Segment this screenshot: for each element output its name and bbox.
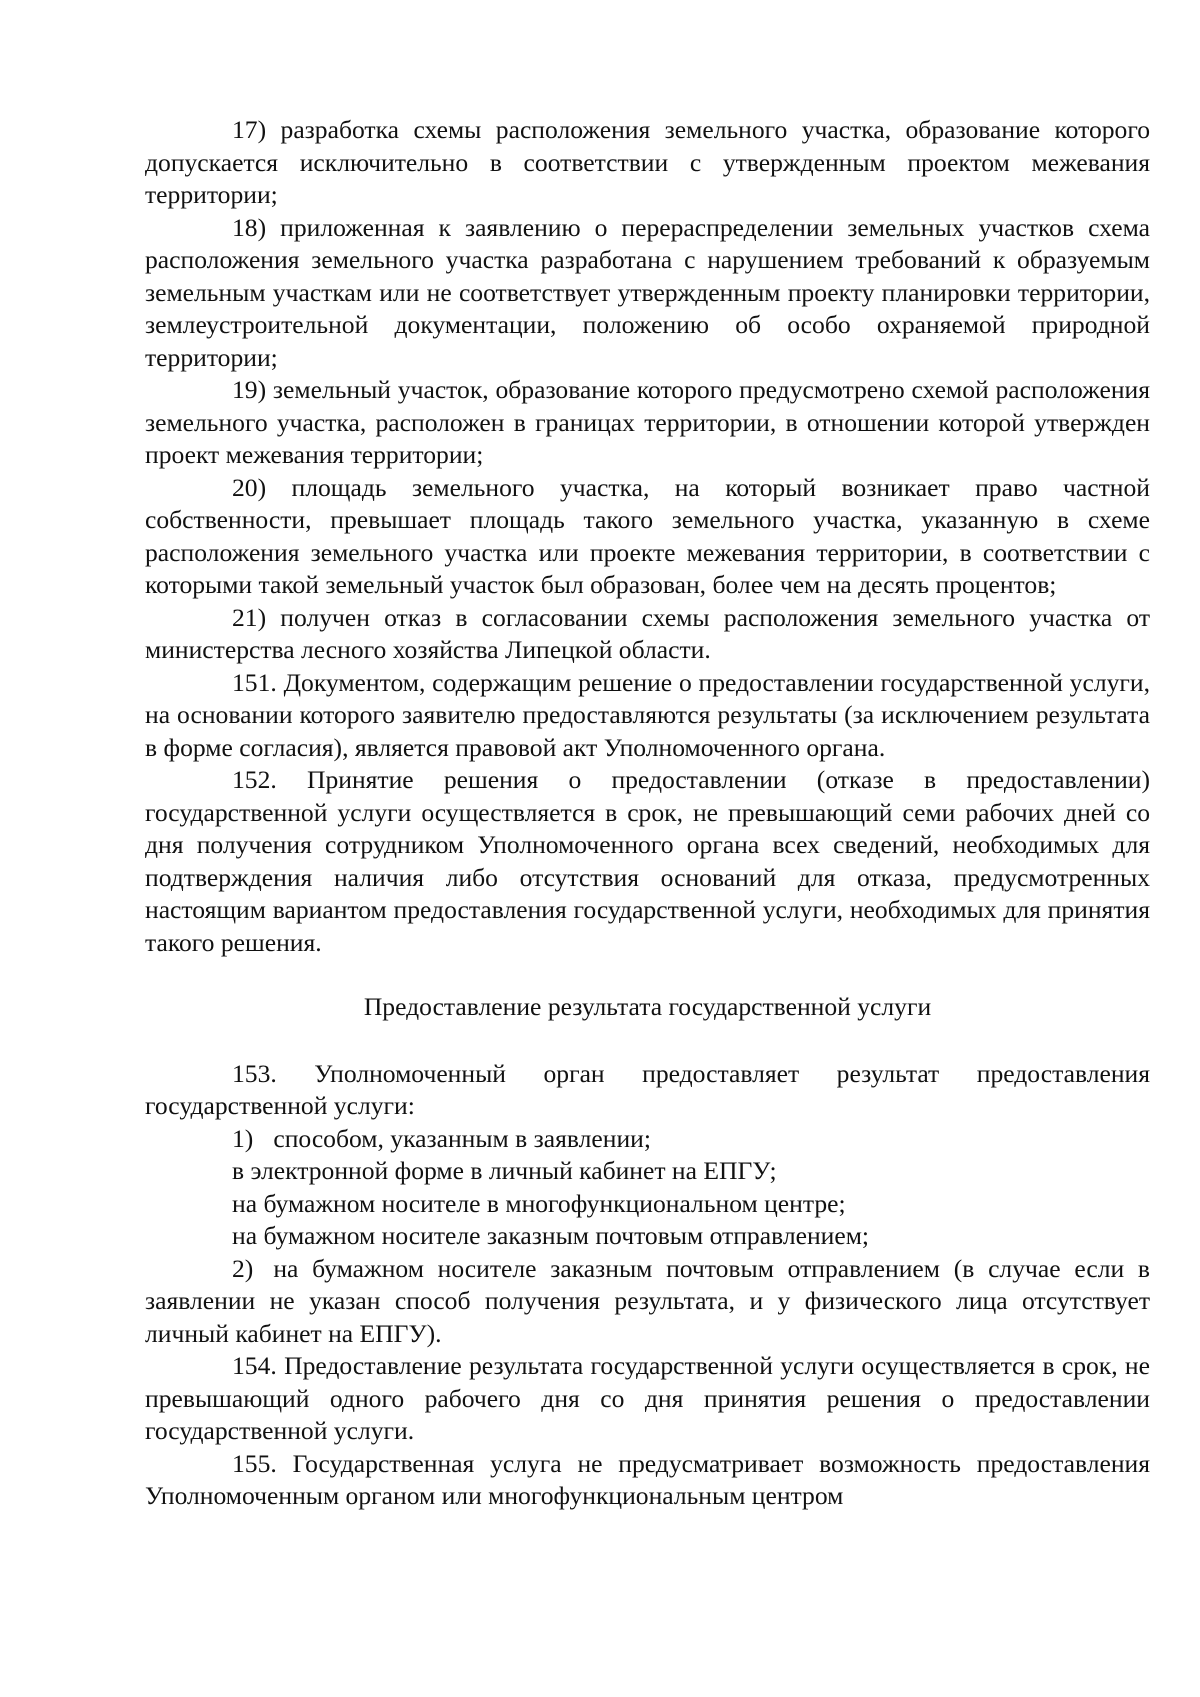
paragraph-153: 153. Уполномоченный орган предоставляет результат предоставления государственной услуги:: [145, 1058, 1150, 1120]
list-item-1-number: 1): [232, 1123, 254, 1153]
paragraph-155: 155. Государственная услуга не предусматривает возможность предоставления Уполномоченным органом или многофункциональным центром: [145, 1448, 1150, 1510]
paragraph-item-17: 17) разработка схемы расположения земельного участка, образование которого допускается исключительно в соответствии с утвержденным проектом межевания территории;: [145, 115, 1150, 209]
list-item-2-text: на бумажном носителе заказным почтовым отправлением (в случае если в заявлении не указан способ получения результата, и у физического лица отсутствует личный кабинет на ЕПГУ).: [145, 1253, 1150, 1348]
paragraph-item-19: 19) земельный участок, образование которого предусмотрено схемой расположения земельного участка, расположен в границах территории, в отношении которой утвержден проект межевания территории;: [145, 375, 1150, 469]
paragraph-151: 151. Документом, содержащим решение о предоставлении государственной услуги, на основании которого заявителю предоставляются результаты (за исключением результата в форме согласия), является правовой акт Уполномоченного органа.: [145, 667, 1150, 762]
paragraph-item-18: 18) приложенная к заявлению о перераспределении земельных участков схема расположения земельного участка разработана с нарушением требований к образуемым земельным участкам или не соответствует утвержденным проекту планировки территории, землеустроительной документации, положению об особо охраняемой природной территории;: [145, 212, 1150, 372]
sub-item-electronic: в электронной форме в личный кабинет на ЕПГУ;: [232, 1156, 777, 1185]
sub-item-mfc: на бумажном носителе в многофункциональном центре;: [232, 1188, 846, 1218]
list-item-1: [145, 1123, 1150, 1156]
paragraph-154: 154. Предоставление результата государственной услуги осуществляется в срок, не превышающий одного рабочего дня со дня принятия решения о предоставлении государственной услуги.: [145, 1351, 1150, 1445]
sub-item-mail: на бумажном носителе заказным почтовым отправлением;: [232, 1221, 870, 1250]
list-item-1-text: способом, указанным в заявлении;: [273, 1123, 651, 1153]
section-heading: Предоставление результата государственной услуги: [363, 992, 932, 1021]
paragraph-item-20: 20) площадь земельного участка, на который возникает право частной собственности, превышает площадь такого земельного участка, указанную в схеме расположения земельного участка или проекте межевания территории, в соответствии с которыми такой земельный участок был образован, более чем на десять процентов;: [145, 472, 1150, 599]
paragraph-item-21: 21) получен отказ в согласовании схемы расположения земельного участка от министерства лесного хозяйства Липецкой области.: [145, 602, 1150, 664]
document-page: [145, 114, 1150, 1513]
paragraph-152: 152. Принятие решения о предоставлении (отказе в предоставлении) государственной услуги осуществляется в срок, не превышающий семи рабочих дней со дня получения сотрудником Уполномоченного органа всех сведений, необходимых для подтверждения наличия либо отсутствия оснований для отказа, предусмотренных настоящим вариантом предоставления государственной услуги, необходимых для принятия такого решения.: [145, 765, 1150, 957]
list-item-2-number: 2): [232, 1253, 254, 1283]
list-item-2: [145, 1253, 1150, 1351]
